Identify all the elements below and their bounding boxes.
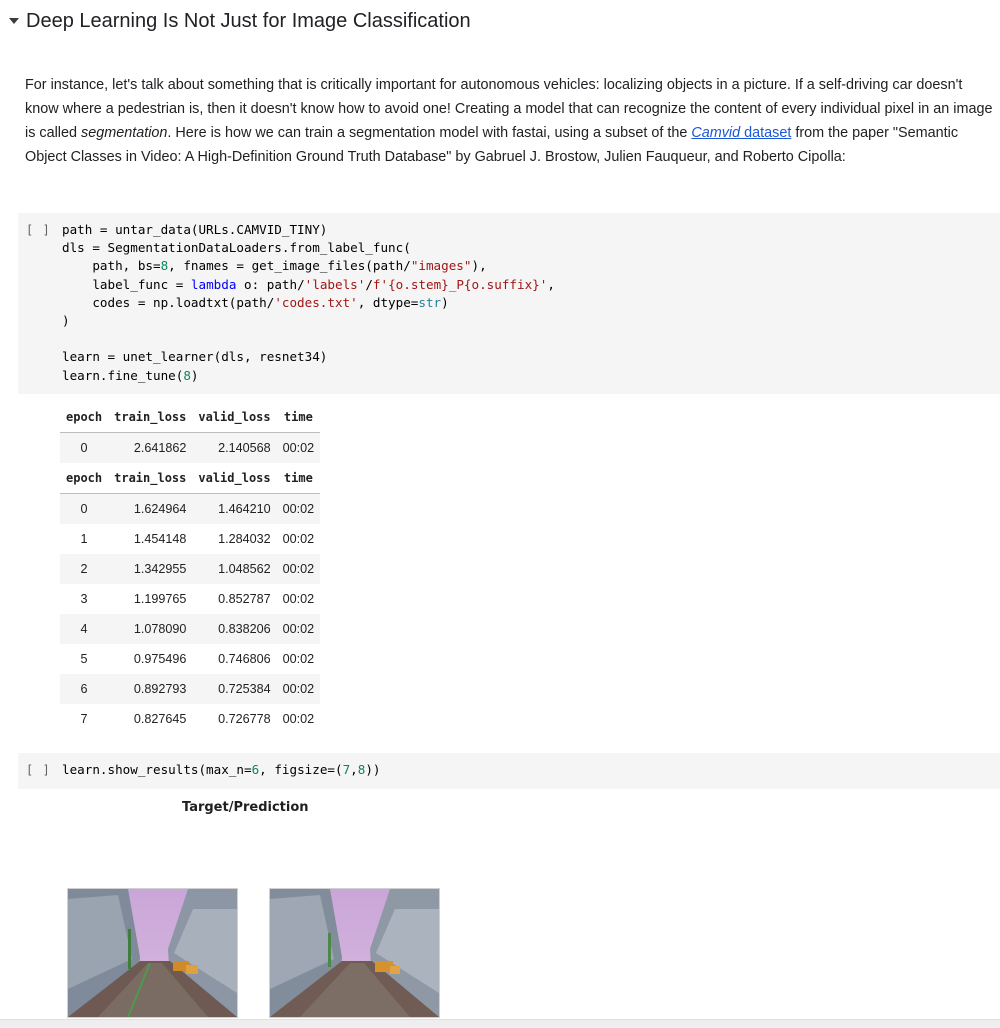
cell-valid-loss: 1.284032 (218, 532, 271, 546)
cell-epoch: 4 (60, 614, 108, 644)
cell-valid-loss: 1.048562 (192, 554, 276, 584)
cell-train-loss: 0.975496 (133, 652, 187, 666)
table-row (60, 524, 320, 554)
cell-epoch: 1 (80, 532, 88, 546)
cell-valid-loss: 0.725384 (192, 674, 276, 704)
cell-epoch: 5 (80, 652, 88, 666)
prediction-image (269, 888, 440, 1018)
code-editor[interactable]: learn.show_results(max_n=6, figsize=(7,8)) (62, 762, 381, 777)
table-row (60, 644, 320, 674)
table-row (60, 584, 320, 614)
figure-title: Target/Prediction (182, 800, 309, 815)
cell-epoch: 2 (60, 554, 108, 584)
cell-epoch: 3 (80, 592, 88, 606)
training-table-2 (60, 463, 320, 734)
paragraph-text: . Here is how we can train a segmentation model with fastai, using a subset of the (167, 125, 692, 141)
col-header-time: time (277, 463, 321, 494)
cell-train-loss: 1.078090 (108, 614, 192, 644)
street-scene-target (68, 889, 237, 1017)
cell-time: 00:02 (277, 433, 321, 464)
cell-time: 00:02 (277, 674, 321, 704)
cell-time: 00:02 (277, 554, 321, 584)
section-header (0, 6, 471, 36)
col-header-valid-loss: valid_loss (192, 402, 276, 433)
cell-time: 00:02 (282, 532, 315, 546)
paragraph-emphasis: segmentation (81, 125, 168, 141)
street-scene-prediction (270, 889, 439, 1017)
cell-time: 00:02 (282, 592, 315, 606)
code-editor[interactable]: path = untar_data(URLs.CAMVID_TINY) dls = SegmentationDataLoaders.from_label_func( path, bs=8, fnames = get_image_files(path/"images"), label_func = lambda o: path/'labels'/f'{o.stem}_P{o.suffix}', codes = np.loadtxt(path/'codes.txt', dtype=str) ) learn = unet_learner(dls, resnet34) learn.fine_tune(8) (62, 222, 555, 383)
table-row (60, 704, 320, 734)
cell-time: 00:02 (282, 652, 315, 666)
cell-valid-loss: 0.852787 (218, 592, 271, 606)
cell-train-loss: 2.641862 (108, 433, 192, 464)
cell-train-loss: 1.454148 (133, 532, 187, 546)
paragraph-text: For instance, let's talk about something that is critically important for autonomous vehicles: localizing objects in a picture. If a self-driving car doesn't know where a pedestrian is, then it doesn't know how to avoid one! Creating a model that can recognize the content of every individual pixel in an image is called (25, 77, 993, 141)
target-image (67, 888, 238, 1018)
collapse-caret-icon[interactable] (0, 18, 24, 24)
cell-epoch: 0 (60, 433, 108, 464)
table-row (60, 554, 320, 584)
paragraph-text: from the paper "Semantic Object Classes in Video: A High-Definition Ground Truth Database" by Gabruel J. Brostow, Julien Fauqueur, and Roberto Cipolla: (25, 125, 959, 165)
cell-epoch: 0 (60, 494, 108, 525)
col-header-epoch: epoch (60, 463, 108, 494)
col-header-epoch: epoch (60, 402, 108, 433)
cell-valid-loss: 1.464210 (192, 494, 276, 525)
col-header-train-loss: train_loss (108, 463, 192, 494)
cell-valid-loss: 0.726778 (218, 712, 271, 726)
table-row (60, 433, 320, 464)
code-cell-2[interactable] (18, 753, 1000, 789)
training-table-1 (60, 402, 320, 463)
col-header-time: time (277, 402, 321, 433)
col-header-valid-loss: valid_loss (192, 463, 276, 494)
cell-time: 00:02 (282, 712, 315, 726)
table-row (60, 614, 320, 644)
code-cell-1[interactable] (18, 213, 1000, 394)
cell-train-loss: 1.342955 (108, 554, 192, 584)
cell-time: 00:02 (277, 614, 321, 644)
cell-epoch: 6 (60, 674, 108, 704)
cell-epoch: 7 (80, 712, 88, 726)
cell-train-loss: 0.827645 (133, 712, 187, 726)
cell-train-loss: 1.199765 (133, 592, 187, 606)
cell-train-loss: 0.892793 (108, 674, 192, 704)
cell-valid-loss: 0.746806 (218, 652, 271, 666)
intro-paragraph (25, 73, 995, 169)
run-cell-button[interactable]: [ ] (26, 763, 51, 777)
cell-time: 00:02 (277, 494, 321, 525)
cell-valid-loss: 2.140568 (192, 433, 276, 464)
run-cell-button[interactable]: [ ] (26, 223, 51, 237)
table-row (60, 494, 320, 525)
cell-valid-loss: 0.838206 (192, 614, 276, 644)
section-title: Deep Learning Is Not Just for Image Classification (26, 9, 471, 32)
table-row (60, 674, 320, 704)
col-header-train-loss: train_loss (108, 402, 192, 433)
cell-train-loss: 1.624964 (108, 494, 192, 525)
camvid-dataset-link[interactable]: Camvid dataset (691, 125, 792, 141)
